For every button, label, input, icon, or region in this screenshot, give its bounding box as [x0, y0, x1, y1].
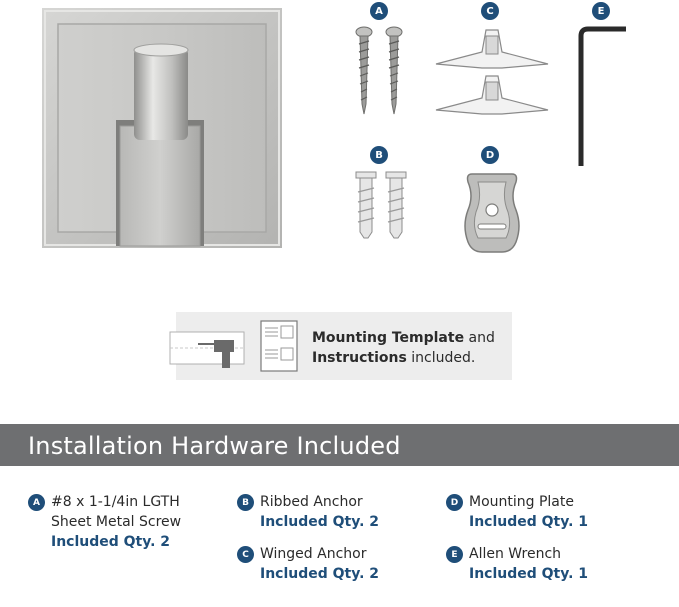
section-banner	[0, 424, 679, 466]
legend-d-qty: Included Qty. 1	[469, 514, 589, 530]
legend-a-qty: Included Qty. 2	[51, 534, 171, 550]
legend-b-qty: Included Qty. 2	[260, 514, 380, 530]
badge-d: D	[481, 146, 499, 164]
drill-template-icon	[168, 322, 250, 372]
template-info-box	[176, 312, 512, 380]
legend-b-name: Ribbed Anchor	[260, 494, 363, 510]
instructions-document-icon	[260, 320, 298, 372]
mounting-plate-icon	[458, 170, 526, 256]
legend-a-name-2: Sheet Metal Screw	[51, 514, 182, 530]
legend-badge-c: C	[237, 546, 254, 563]
banner-title: Installation Hardware Included	[28, 432, 401, 460]
legend-badge-a: A	[28, 494, 45, 511]
template-note-text: Mounting Template and Instructions included.	[312, 330, 495, 366]
legend-badge-b: B	[237, 494, 254, 511]
towel-hook-product-image	[42, 8, 282, 248]
badge-b: B	[370, 146, 388, 164]
legend-c-name: Winged Anchor	[260, 546, 367, 562]
allen-wrench-icon	[572, 24, 632, 170]
badge-c: C	[481, 2, 499, 20]
legend-e-name: Allen Wrench	[469, 546, 562, 562]
legend-e-qty: Included Qty. 1	[469, 566, 589, 582]
legend-d-name: Mounting Plate	[469, 494, 574, 510]
badge-e: E	[592, 2, 610, 20]
legend-badge-d: D	[446, 494, 463, 511]
badge-a: A	[370, 2, 388, 20]
screw-icon	[348, 24, 412, 120]
ribbed-anchor-icon	[350, 170, 414, 240]
winged-anchor-icon	[432, 26, 552, 122]
legend-a-name-1: #8 x 1-1/4in LGTH	[51, 494, 180, 510]
legend-c-qty: Included Qty. 2	[260, 566, 380, 582]
legend-badge-e: E	[446, 546, 463, 563]
